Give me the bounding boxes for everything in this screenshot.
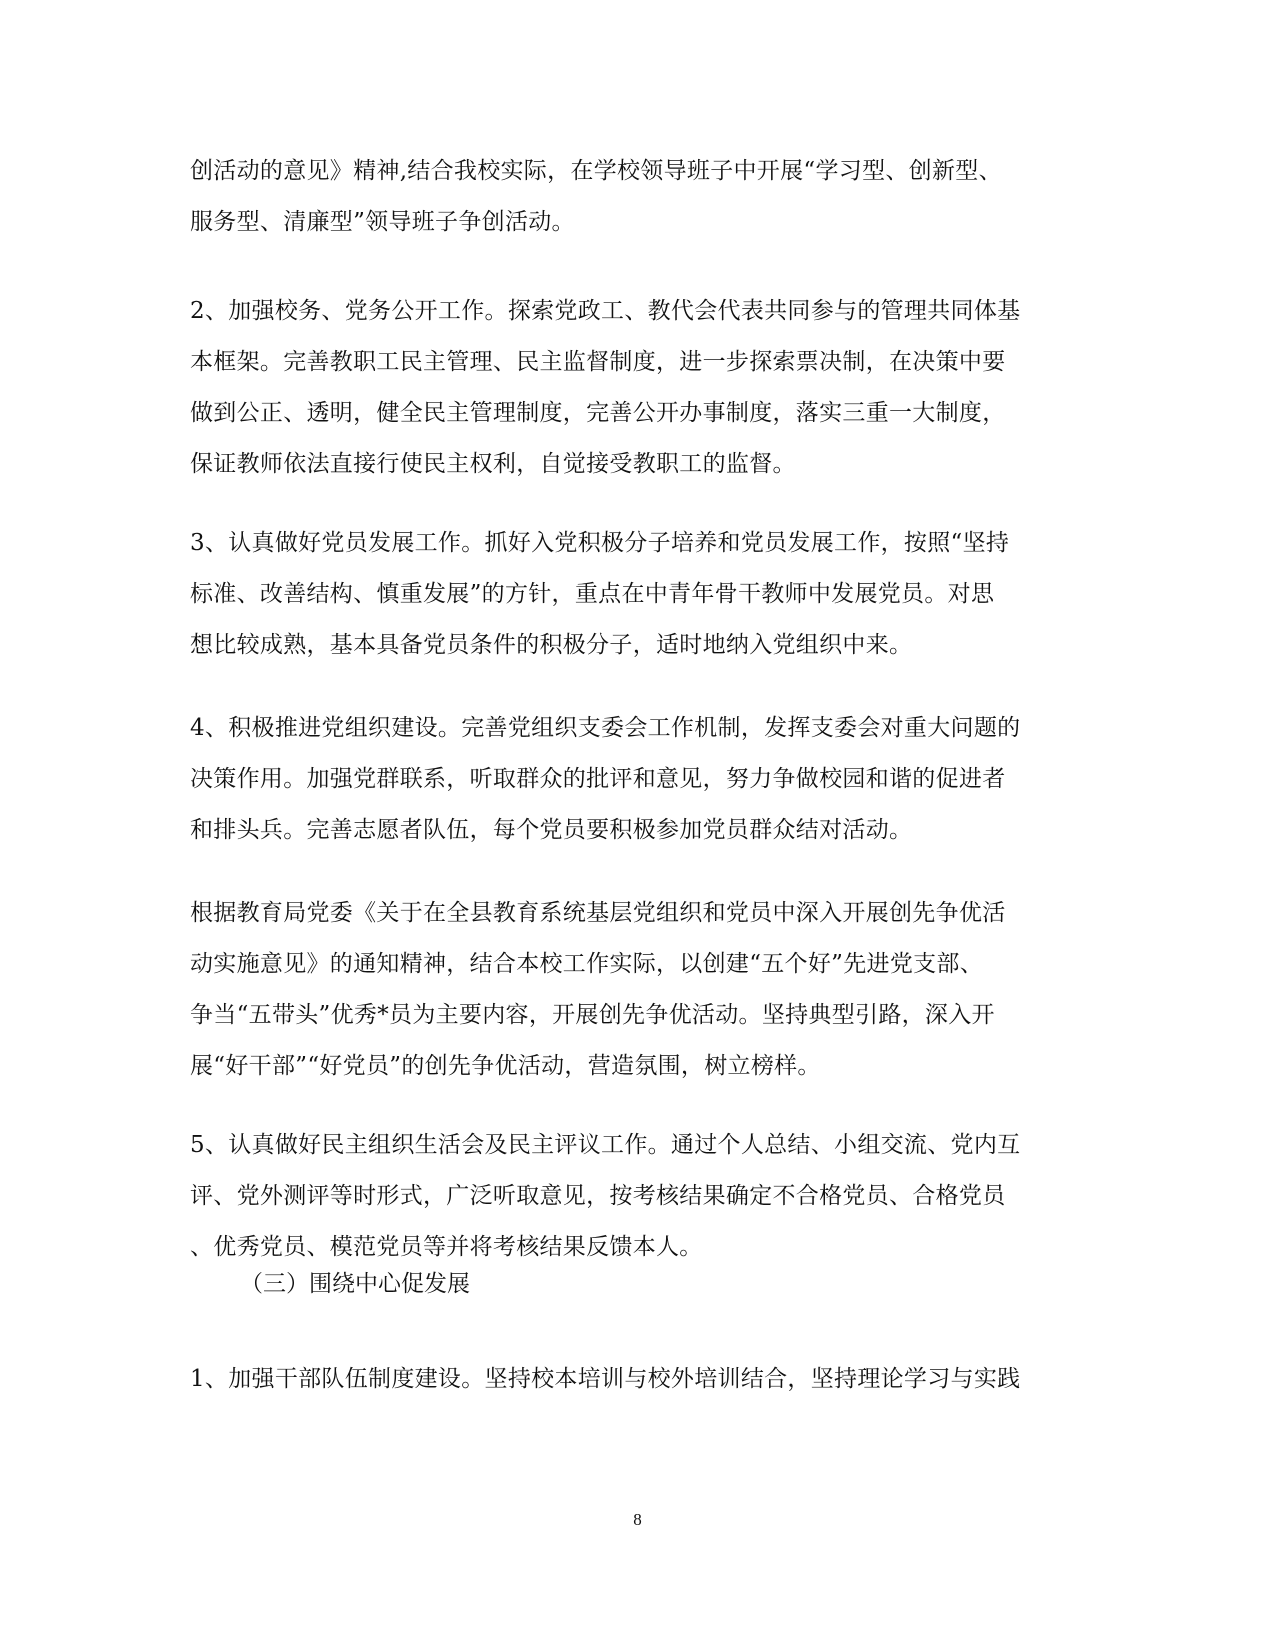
paragraph-line: 做到公正、透明，健全民主管理制度，完善公开办事制度，落实三重一大制度， [190, 400, 1006, 426]
paragraph-line: 争当“五带头”优秀*员为主要内容，开展创先争优活动。坚持典型引路，深入开 [190, 1002, 995, 1028]
page-number: 8 [633, 1510, 642, 1529]
paragraph-4 [190, 703, 1080, 856]
paragraph-line: 保证教师依法直接行使民主权利，自觉接受教职工的监督。 [190, 451, 796, 477]
paragraph-line: 决策作用。加强党群联系，听取群众的批评和意见，努力争做校园和谐的促进者 [190, 766, 1006, 792]
paragraph-7 [190, 1354, 1080, 1405]
paragraph-line: 服务型、清廉型”领导班子争创活动。 [190, 209, 575, 235]
paragraph-6 [190, 1120, 1080, 1273]
paragraph-line: 评、党外测评等时形式，广泛听取意见，按考核结果确定不合格党员、合格党员 [190, 1183, 1006, 1209]
paragraph-line: 5、认真做好民主组织生活会及民主评议工作。通过个人总结、小组交流、党内互 [190, 1132, 1021, 1158]
paragraph-line: 创活动的意见》精神,结合我校实际，在学校领导班子中开展“学习型、创新型、 [190, 158, 1002, 184]
paragraph-line: 根据教育局党委《关于在全县教育系统基层党组织和党员中深入开展创先争优活 [190, 900, 1006, 926]
section-heading: （三）围绕中心促发展 [240, 1271, 470, 1297]
paragraph-2 [190, 286, 1080, 490]
paragraph-line: 想比较成熟，基本具备党员条件的积极分子，适时地纳入党组织中来。 [190, 632, 913, 658]
paragraph-line: 4、积极推进党组织建设。完善党组织支委会工作机制，发挥支委会对重大问题的 [190, 715, 1021, 741]
paragraph-line: 和排头兵。完善志愿者队伍，每个党员要积极参加党员群众结对活动。 [190, 817, 913, 843]
paragraph-line: 动实施意见》的通知精神，结合本校工作实际，以创建“五个好”先进党支部、 [190, 951, 984, 977]
paragraph-3 [190, 518, 1080, 671]
paragraph-5 [190, 888, 1080, 1092]
paragraph-line: 展“好干部”“好党员”的创先争优活动，营造氛围，树立榜样。 [190, 1053, 821, 1079]
paragraph-1 [190, 146, 1080, 248]
paragraph-line: 标准、改善结构、慎重发展”的方针，重点在中青年骨干教师中发展党员。对思 [190, 581, 995, 607]
paragraph-line: 3、认真做好党员发展工作。抓好入党积极分子培养和党员发展工作，按照“坚持 [190, 530, 1010, 556]
paragraph-line: 2、加强校务、党务公开工作。探索党政工、教代会代表共同参与的管理共同体基 [190, 298, 1021, 324]
paragraph-line: 1、加强干部队伍制度建设。坚持校本培训与校外培训结合，坚持理论学习与实践 [190, 1366, 1021, 1392]
paragraph-line: 、优秀党员、模范党员等并将考核结果反馈本人。 [190, 1234, 703, 1260]
paragraph-line: 本框架。完善教职工民主管理、民主监督制度，进一步探索票决制，在决策中要 [190, 349, 1006, 375]
